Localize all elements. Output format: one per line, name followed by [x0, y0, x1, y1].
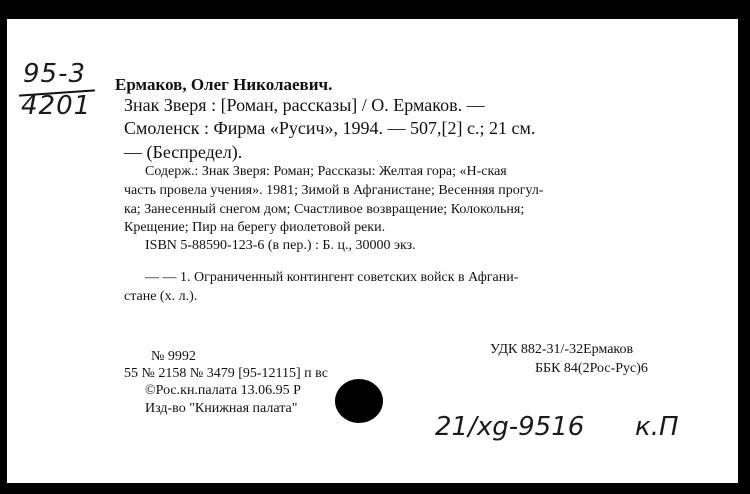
contents-line: Содерж.: Знак Зверя: Роман; Рассказы: Желтая гора; «Н-ская — [145, 164, 507, 179]
subject-line: — — 1. Ограниченный контингент советских войск в Афгани- — [145, 270, 519, 285]
registry-line: № 9992 — [151, 349, 196, 364]
isbn-line: ISBN 5-88590-123-6 (в пер.) : Б. ц., 30000 экз. — [145, 238, 416, 253]
subject-line: стане (х. л.). — [124, 289, 198, 304]
title-line-3: — (Беспредел). — [124, 142, 243, 162]
registry-line: ©Рос.кн.палата 13.06.95 Р — [145, 383, 301, 398]
handwritten-note: 21/xg-9516 — [435, 412, 585, 442]
contents-line: часть провела учения». 1981; Зимой в Афганистане; Весенняя прогул- — [124, 183, 544, 198]
call-number-top: 95-3 — [23, 59, 87, 89]
bbk-code: ББК 84(2Рос-Рус)6 — [535, 361, 648, 376]
ink-blot — [335, 379, 383, 423]
call-number-bottom: 4201 — [21, 91, 92, 121]
udk-code: УДК 882-31/-32Ермаков — [490, 342, 634, 357]
contents-line: Крещение; Пир на берегу фиолетовой реки. — [124, 220, 386, 235]
registry-line: Изд-во "Книжная палата" — [145, 401, 298, 416]
contents-line: ка; Занесенный снегом дом; Счастливое возвращение; Колокольня; — [124, 202, 525, 217]
title-line-1: Знак Зверя : [Роман, рассказы] / О. Ермаков. — — [124, 95, 485, 115]
author-heading: Ермаков, Олег Николаевич. — [115, 75, 333, 94]
handwritten-initials: к.П — [635, 412, 679, 442]
catalog-card — [7, 19, 738, 483]
title-line-2: Смоленск : Фирма «Русич», 1994. — 507,[2] с.; 21 см. — [124, 118, 536, 138]
registry-line: 55 № 2158 № 3479 [95-12115] п вс — [124, 366, 328, 381]
